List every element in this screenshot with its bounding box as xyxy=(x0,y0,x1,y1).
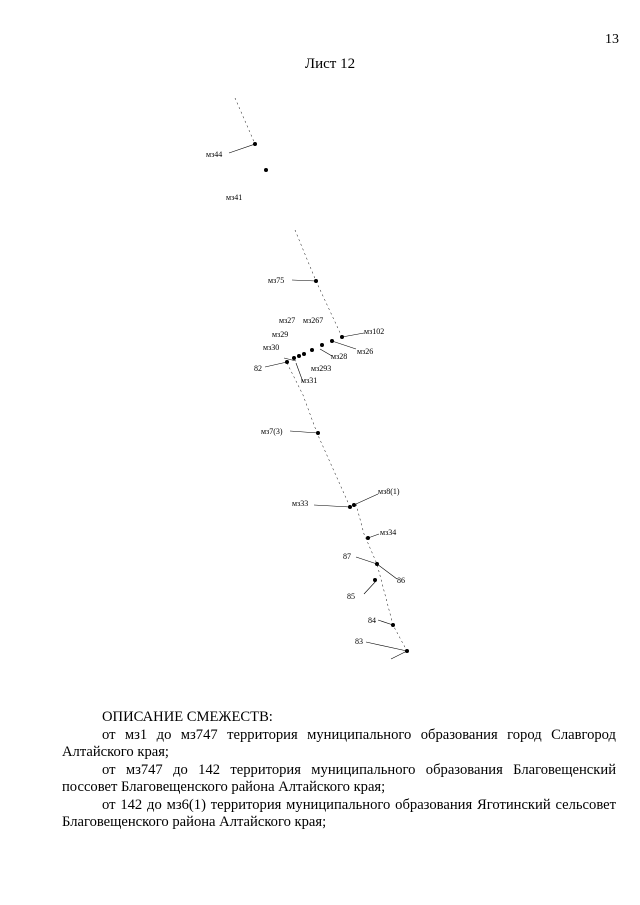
description-item: от мз1 до мз747 территория муниципального образования город Славгород Алтайского края; xyxy=(62,726,616,760)
point-label: мз33 xyxy=(292,499,309,508)
point-label: 86 xyxy=(397,576,405,585)
point-label: мз41 xyxy=(226,193,243,202)
boundary-points xyxy=(253,142,409,653)
page-number: 13 xyxy=(605,32,619,47)
point-label: мз75 xyxy=(268,276,285,285)
point-label: мз44 xyxy=(206,150,223,159)
point-label: мз8(1) xyxy=(378,487,400,496)
point-label: мз31 xyxy=(301,376,318,385)
boundary-line xyxy=(235,98,407,651)
leader-lines xyxy=(229,144,407,659)
point-label: мз28 xyxy=(331,352,348,361)
adjacency-description xyxy=(62,709,616,832)
point-label: мз293 xyxy=(311,364,332,373)
sheet-title: Лист 12 xyxy=(304,56,356,72)
point-label: мз102 xyxy=(364,327,385,336)
point-label: мз267 xyxy=(303,316,324,325)
point-label: 85 xyxy=(347,592,355,601)
point-label: 83 xyxy=(355,637,363,646)
point-label: мз34 xyxy=(380,528,397,537)
point-label: 87 xyxy=(343,552,351,561)
point-label: мз7(3) xyxy=(261,427,283,436)
point-label: мз27 xyxy=(279,316,296,325)
description-item: от 142 до мз6(1) территория муниципального образования Яготинский сельсовет Благовещенского района Алтайского края; xyxy=(62,796,616,830)
description-item: от мз747 до 142 территория муниципального образования Благовещенский поссовет Благовещенского района Алтайского края; xyxy=(62,761,616,795)
point-label: мз26 xyxy=(357,347,374,356)
point-label: мз30 xyxy=(263,343,280,352)
point-label: 82 xyxy=(254,364,262,373)
point-label: 84 xyxy=(368,616,376,625)
description-heading: ОПИСАНИЕ СМЕЖЕСТВ: xyxy=(102,709,273,725)
point-label: мз29 xyxy=(272,330,289,339)
